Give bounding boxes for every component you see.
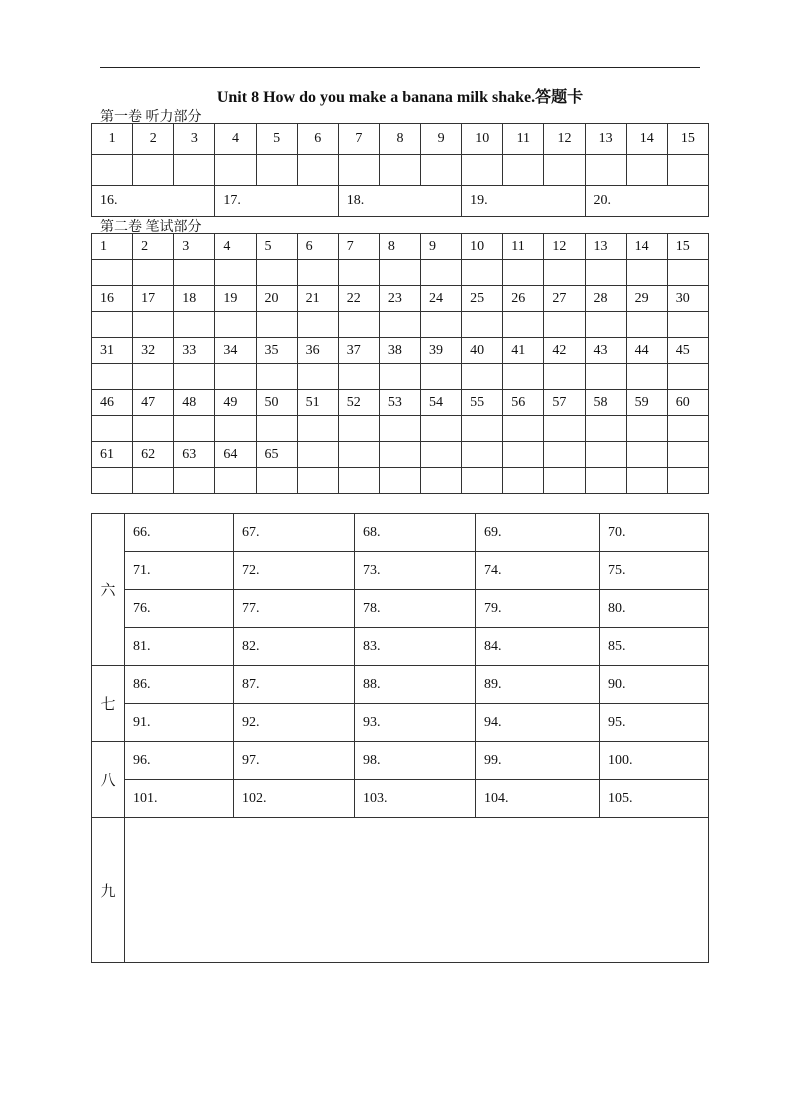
fill-in-question[interactable]: 66. — [125, 514, 234, 552]
answer-cell[interactable] — [215, 416, 256, 442]
question-number: 23 — [379, 286, 420, 312]
question-number — [544, 442, 585, 468]
question-number: 35 — [256, 338, 297, 364]
question-number: 5 — [256, 234, 297, 260]
question-number: 27 — [544, 286, 585, 312]
question-number: 13 — [585, 234, 626, 260]
question-number — [338, 442, 379, 468]
question-number: 10 — [462, 124, 503, 155]
answer-cell[interactable] — [462, 468, 503, 494]
answer-cell[interactable] — [626, 468, 667, 494]
question-number: 21 — [297, 286, 338, 312]
fill-in-question[interactable]: 69. — [476, 514, 600, 552]
question-number: 28 — [585, 286, 626, 312]
answer-cell[interactable] — [503, 468, 544, 494]
question-number: 19 — [215, 286, 256, 312]
answer-cell[interactable] — [379, 260, 420, 286]
fill-in-question[interactable]: 99. — [476, 742, 600, 780]
fill-in-question[interactable]: 105. — [600, 780, 709, 818]
answer-cell[interactable] — [626, 312, 667, 338]
answer-cell[interactable] — [297, 260, 338, 286]
section-row — [92, 742, 709, 780]
question-number: 7 — [338, 234, 379, 260]
answer-cell[interactable] — [667, 364, 708, 390]
number-row — [92, 286, 709, 312]
question-number: 12 — [544, 124, 585, 155]
question-number: 3 — [174, 124, 215, 155]
question-number: 8 — [379, 124, 420, 155]
answer-cell[interactable] — [503, 364, 544, 390]
answer-cell[interactable] — [256, 155, 297, 186]
question-number: 60 — [667, 390, 708, 416]
writing-answer-table — [91, 233, 709, 494]
question-number: 20 — [256, 286, 297, 312]
question-number: 15 — [667, 124, 708, 155]
answer-cell[interactable] — [544, 416, 585, 442]
answer-cell[interactable] — [626, 364, 667, 390]
section-row — [92, 780, 709, 818]
answer-cell[interactable] — [503, 155, 544, 186]
fill-in-question[interactable]: 71. — [125, 552, 234, 590]
fill-in-question[interactable]: 19. — [462, 186, 585, 217]
question-number: 2 — [133, 234, 174, 260]
answer-cell[interactable] — [379, 312, 420, 338]
answer-cell[interactable] — [462, 260, 503, 286]
question-number: 45 — [667, 338, 708, 364]
answer-cell[interactable] — [667, 416, 708, 442]
answer-cell[interactable] — [421, 364, 462, 390]
section-label: 六 — [92, 514, 125, 666]
answer-row — [92, 155, 709, 186]
question-number: 9 — [421, 124, 462, 155]
fill-in-question[interactable]: 16. — [92, 186, 215, 217]
question-number: 64 — [215, 442, 256, 468]
question-number: 24 — [421, 286, 462, 312]
fill-in-row — [92, 186, 709, 217]
question-number: 14 — [626, 234, 667, 260]
section-row — [92, 590, 709, 628]
fill-in-question[interactable]: 76. — [125, 590, 234, 628]
fill-in-question[interactable]: 89. — [476, 666, 600, 704]
answer-cell[interactable] — [133, 155, 174, 186]
answer-cell[interactable] — [585, 312, 626, 338]
answer-cell[interactable] — [133, 312, 174, 338]
fill-in-question[interactable]: 18. — [338, 186, 461, 217]
question-number: 34 — [215, 338, 256, 364]
question-number: 11 — [503, 124, 544, 155]
answer-cell[interactable] — [585, 416, 626, 442]
listening-answer-table — [91, 123, 709, 217]
answer-cell[interactable] — [338, 155, 379, 186]
answer-cell[interactable] — [297, 416, 338, 442]
number-row — [92, 234, 709, 260]
answer-cell[interactable] — [174, 312, 215, 338]
fill-in-question[interactable]: 92. — [234, 704, 355, 742]
fill-in-question[interactable]: 73. — [355, 552, 476, 590]
answer-cell[interactable] — [133, 416, 174, 442]
number-row — [92, 442, 709, 468]
answer-cell[interactable] — [544, 155, 585, 186]
question-number: 8 — [379, 234, 420, 260]
fill-in-question[interactable]: 91. — [125, 704, 234, 742]
question-number: 37 — [338, 338, 379, 364]
question-number: 12 — [544, 234, 585, 260]
answer-cell[interactable] — [626, 260, 667, 286]
answer-cell[interactable] — [667, 155, 708, 186]
fill-in-question[interactable]: 95. — [600, 704, 709, 742]
fill-in-question[interactable]: 78. — [355, 590, 476, 628]
answer-cell[interactable] — [585, 468, 626, 494]
question-number: 1 — [92, 234, 133, 260]
answer-cell[interactable] — [338, 312, 379, 338]
fill-in-question[interactable]: 79. — [476, 590, 600, 628]
question-number: 4 — [215, 234, 256, 260]
section-row — [92, 552, 709, 590]
question-number: 26 — [503, 286, 544, 312]
answer-cell[interactable] — [174, 364, 215, 390]
question-number — [379, 442, 420, 468]
part1-label: 第一卷 听力部分 — [100, 110, 202, 125]
answer-cell[interactable] — [462, 312, 503, 338]
answer-cell[interactable] — [379, 416, 420, 442]
fill-in-question[interactable]: 100. — [600, 742, 709, 780]
answer-cell[interactable] — [338, 416, 379, 442]
question-number: 13 — [585, 124, 626, 155]
answer-cell[interactable] — [503, 260, 544, 286]
answer-cell[interactable] — [256, 364, 297, 390]
fill-in-question[interactable]: 97. — [234, 742, 355, 780]
fill-in-question[interactable]: 94. — [476, 704, 600, 742]
question-number — [462, 442, 503, 468]
question-number: 30 — [667, 286, 708, 312]
answer-cell[interactable] — [215, 468, 256, 494]
question-number: 50 — [256, 390, 297, 416]
question-number: 44 — [626, 338, 667, 364]
question-number: 56 — [503, 390, 544, 416]
number-row — [92, 338, 709, 364]
question-number: 48 — [174, 390, 215, 416]
fill-in-question[interactable]: 81. — [125, 628, 234, 666]
answer-cell[interactable] — [174, 260, 215, 286]
question-number: 31 — [92, 338, 133, 364]
fill-in-question[interactable]: 84. — [476, 628, 600, 666]
fill-in-question[interactable]: 101. — [125, 780, 234, 818]
question-number: 43 — [585, 338, 626, 364]
answer-cell[interactable] — [503, 416, 544, 442]
answer-cell[interactable] — [297, 312, 338, 338]
answer-cell[interactable] — [626, 155, 667, 186]
question-number: 38 — [379, 338, 420, 364]
question-number: 22 — [338, 286, 379, 312]
question-number: 55 — [462, 390, 503, 416]
answer-cell[interactable] — [544, 468, 585, 494]
section-row — [92, 514, 709, 552]
answer-cell[interactable] — [297, 155, 338, 186]
answer-cell[interactable] — [256, 416, 297, 442]
answer-cell[interactable] — [256, 468, 297, 494]
answer-cell[interactable] — [215, 155, 256, 186]
fill-in-question[interactable]: 88. — [355, 666, 476, 704]
answer-cell[interactable] — [421, 312, 462, 338]
question-number: 63 — [174, 442, 215, 468]
question-number: 5 — [256, 124, 297, 155]
answer-cell[interactable] — [174, 468, 215, 494]
number-row — [92, 124, 709, 155]
question-number: 59 — [626, 390, 667, 416]
answer-row — [92, 416, 709, 442]
number-row — [92, 390, 709, 416]
answer-cell[interactable] — [379, 155, 420, 186]
section-row — [92, 666, 709, 704]
question-number: 39 — [421, 338, 462, 364]
question-number: 41 — [503, 338, 544, 364]
fill-in-question[interactable]: 72. — [234, 552, 355, 590]
answer-cell[interactable] — [338, 260, 379, 286]
answer-cell[interactable] — [215, 260, 256, 286]
answer-cell[interactable] — [338, 364, 379, 390]
fill-in-question[interactable]: 93. — [355, 704, 476, 742]
fill-in-question[interactable]: 104. — [476, 780, 600, 818]
section-row — [92, 818, 709, 963]
top-rule — [100, 67, 700, 68]
answer-cell[interactable] — [133, 260, 174, 286]
fill-in-question[interactable]: 90. — [600, 666, 709, 704]
question-number: 46 — [92, 390, 133, 416]
question-number: 49 — [215, 390, 256, 416]
answer-cell[interactable] — [667, 468, 708, 494]
answer-cell[interactable] — [667, 312, 708, 338]
answer-cell[interactable] — [133, 468, 174, 494]
answer-cell[interactable] — [174, 416, 215, 442]
question-number — [667, 442, 708, 468]
question-number: 2 — [133, 124, 174, 155]
section-label: 八 — [92, 742, 125, 818]
answer-row — [92, 364, 709, 390]
question-number: 53 — [379, 390, 420, 416]
question-number: 47 — [133, 390, 174, 416]
answer-cell[interactable] — [92, 416, 133, 442]
question-number: 25 — [462, 286, 503, 312]
fill-in-question[interactable]: 85. — [600, 628, 709, 666]
answer-cell[interactable] — [421, 155, 462, 186]
question-number: 16 — [92, 286, 133, 312]
answer-cell[interactable] — [421, 416, 462, 442]
question-number — [585, 442, 626, 468]
answer-cell[interactable] — [462, 364, 503, 390]
fill-in-question[interactable]: 68. — [355, 514, 476, 552]
question-number: 3 — [174, 234, 215, 260]
answer-cell[interactable] — [92, 260, 133, 286]
question-number: 15 — [667, 234, 708, 260]
answer-cell[interactable] — [544, 260, 585, 286]
fill-in-question[interactable]: 20. — [585, 186, 708, 217]
question-number: 29 — [626, 286, 667, 312]
fill-in-question[interactable]: 102. — [234, 780, 355, 818]
fill-in-question[interactable]: 103. — [355, 780, 476, 818]
fill-in-question[interactable]: 96. — [125, 742, 234, 780]
fill-in-question[interactable]: 86. — [125, 666, 234, 704]
answer-cell[interactable] — [338, 468, 379, 494]
question-number — [626, 442, 667, 468]
fill-in-question[interactable]: 80. — [600, 590, 709, 628]
section-label: 七 — [92, 666, 125, 742]
section-row — [92, 628, 709, 666]
answer-cell[interactable] — [503, 312, 544, 338]
part2-label: 第二卷 笔试部分 — [100, 220, 202, 235]
answer-cell[interactable] — [667, 260, 708, 286]
question-number: 57 — [544, 390, 585, 416]
question-number: 11 — [503, 234, 544, 260]
fill-in-question[interactable]: 67. — [234, 514, 355, 552]
answer-cell[interactable] — [421, 468, 462, 494]
answer-cell[interactable] — [585, 364, 626, 390]
question-number: 33 — [174, 338, 215, 364]
question-number: 54 — [421, 390, 462, 416]
answer-cell[interactable] — [92, 155, 133, 186]
section-label: 九 — [92, 818, 125, 963]
question-number: 61 — [92, 442, 133, 468]
question-number: 17 — [133, 286, 174, 312]
answer-cell[interactable] — [379, 364, 420, 390]
question-number: 52 — [338, 390, 379, 416]
answer-cell[interactable] — [133, 364, 174, 390]
question-number: 40 — [462, 338, 503, 364]
answer-row — [92, 260, 709, 286]
answer-cell[interactable] — [92, 312, 133, 338]
fill-in-question[interactable]: 70. — [600, 514, 709, 552]
fill-in-question[interactable]: 75. — [600, 552, 709, 590]
question-number: 9 — [421, 234, 462, 260]
fill-in-question[interactable]: 82. — [234, 628, 355, 666]
question-number — [421, 442, 462, 468]
answer-cell[interactable] — [215, 312, 256, 338]
question-number: 51 — [297, 390, 338, 416]
answer-cell[interactable] — [92, 468, 133, 494]
answer-cell[interactable] — [544, 364, 585, 390]
answer-cell[interactable] — [256, 260, 297, 286]
question-number: 6 — [297, 234, 338, 260]
answer-cell[interactable] — [297, 364, 338, 390]
answer-cell[interactable] — [544, 312, 585, 338]
writing-area[interactable] — [125, 818, 709, 963]
fill-in-question[interactable]: 98. — [355, 742, 476, 780]
answer-cell[interactable] — [585, 155, 626, 186]
answer-row — [92, 468, 709, 494]
answer-cell[interactable] — [215, 364, 256, 390]
answer-cell[interactable] — [92, 364, 133, 390]
answer-row — [92, 312, 709, 338]
fill-in-question[interactable]: 83. — [355, 628, 476, 666]
question-number: 4 — [215, 124, 256, 155]
question-number — [297, 442, 338, 468]
question-number: 1 — [92, 124, 133, 155]
question-number — [503, 442, 544, 468]
answer-cell[interactable] — [421, 260, 462, 286]
question-number: 36 — [297, 338, 338, 364]
sections-answer-table — [91, 513, 709, 963]
page-title: Unit 8 How do you make a banana milk shake.答题卡 — [216, 89, 584, 106]
fill-in-question[interactable]: 87. — [234, 666, 355, 704]
question-number: 18 — [174, 286, 215, 312]
question-number: 42 — [544, 338, 585, 364]
question-number: 14 — [626, 124, 667, 155]
question-number: 58 — [585, 390, 626, 416]
fill-in-question[interactable]: 77. — [234, 590, 355, 628]
answer-cell[interactable] — [297, 468, 338, 494]
answer-cell[interactable] — [626, 416, 667, 442]
answer-cell[interactable] — [174, 155, 215, 186]
question-number: 6 — [297, 124, 338, 155]
answer-cell[interactable] — [585, 260, 626, 286]
answer-cell[interactable] — [256, 312, 297, 338]
question-number: 65 — [256, 442, 297, 468]
fill-in-question[interactable]: 74. — [476, 552, 600, 590]
fill-in-question[interactable]: 17. — [215, 186, 338, 217]
question-number: 7 — [338, 124, 379, 155]
question-number: 10 — [462, 234, 503, 260]
question-number: 32 — [133, 338, 174, 364]
answer-cell[interactable] — [462, 416, 503, 442]
answer-cell[interactable] — [379, 468, 420, 494]
question-number: 62 — [133, 442, 174, 468]
section-row — [92, 704, 709, 742]
answer-cell[interactable] — [462, 155, 503, 186]
